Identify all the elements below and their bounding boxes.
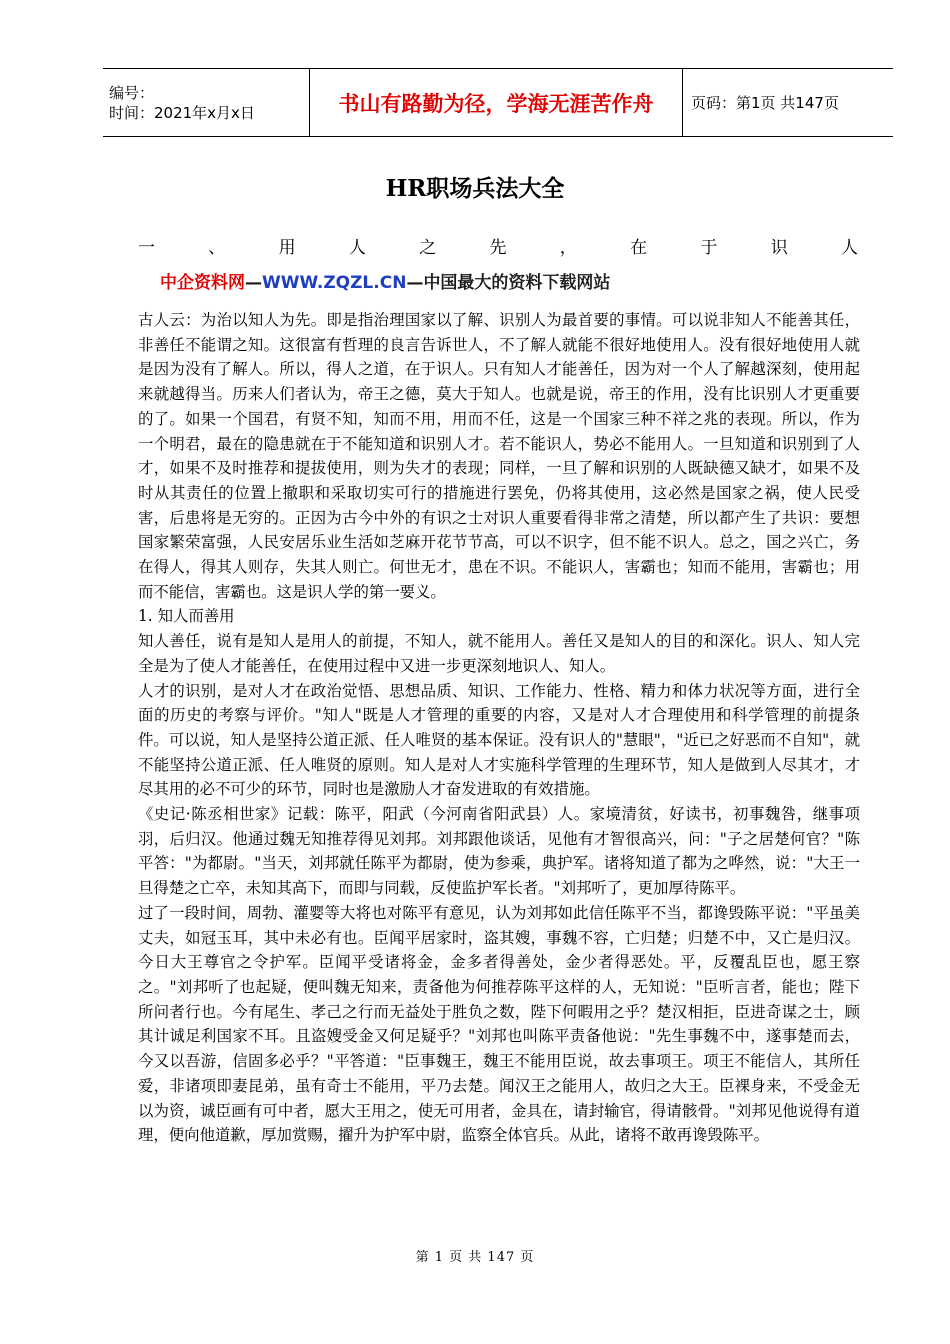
document-header xyxy=(103,68,893,137)
promo-banner xyxy=(160,268,610,293)
header-meta xyxy=(103,69,309,136)
header-page-info xyxy=(683,69,893,136)
number-label: 编号： xyxy=(109,83,155,102)
page-footer: 第 1 页 共 147 页 xyxy=(415,1250,535,1265)
time-label: 时间：2021年x月x日 xyxy=(109,103,255,122)
subheading-know-and-use: 1. 知人而善用 xyxy=(138,607,235,626)
body-text xyxy=(138,308,860,1148)
promo-dash-1: — xyxy=(245,273,262,293)
paragraph-intro: 古人云：为治以知人为先。即是指治理国家以了解、识别人为最首要的事情。可以说非知人不能善其任，非善任不能谓之知。这很富有哲理的良言告诉世人，不了解人就能不很好地使用人。没有很好地使用人就是因为没有了解人。所以，得人之道，在于识人。只有知人才能善任，因为对一个人了解越深刻，使用起来就越得当。历来人们者认为，帝王之德，莫大于知人。也就是说，帝王的作用，没有比识别人才更重要的了。如果一个国君，有贤不知，知而不用，用而不任，这是一个国家三种不祥之兆的表现。所以，作为一个明君，最在的隐患就在于不能知道和识别人才。若不能识人，势必不能用人。一旦知道和识别到了人才，如果不及时推荐和提拔使用，则为失才的表现；同样，一旦了解和识别的人既缺德又缺才，如果不及时从其责任的位置上撤职和采取切实可行的措施进行罢免，仍将其使用，这必然是国家之祸，使人民受害，后患将是无穷的。正因为古今中外的有识之士对识人重要看得非常之清楚，所以都产生了共识：要想国家繁荣富强，人民安居乐业生活如芝麻开花节节高，可以不识字，但不能不识人。总之，国之兴亡，务在得人，得其人则存，失其人则亡。何世无才，患在不识。不能识人，害霸也；知而不能用，害霸也；用而不能信，害霸也。这是识人学的第一要义。 xyxy=(138,311,860,601)
promo-site-name: 中企资料网 xyxy=(160,273,245,293)
header-motto xyxy=(309,69,683,136)
promo-tagline: 中国最大的资料下载网站 xyxy=(423,273,611,293)
paragraph: 过了一段时间，周勃、灌婴等大将也对陈平有意见，认为刘邦如此信任陈平不当，都谗毁陈平说："平虽美丈夫，如冠玉耳，其中未必有也。臣闻平居家时，盗其嫂，事魏不容，亡归楚；归楚不中，又亡是归汉。今日大王尊官之令护军。臣闻平受诸将金，金多者得善处，金少者得恶处。平，反覆乱臣也，愿王察之。"刘邦听了也起疑，便叫魏无知来，责备他为何推荐陈平这样的人，无知说："臣听言者，能也；陛下所问者行也。今有尾生、孝己之行而无益处于胜负之数，陛下何暇用之乎？楚汉相拒，臣进奇谋之士，顾其计诚足利国家不耳。且盗嫂受金又何足疑乎？"刘邦也叫陈平责备他说："先生事魏不中，遂事楚而去，今又以吾游，信固多必乎？"平答道："臣事魏王，魏王不能用臣说，故去事项王。项王不能信人，其所任爱，非诸项即妻昆弟，虽有奇士不能用，平乃去楚。闻汉王之能用人，故归之大王。臣裸身来，不受金无以为资，诚臣画有可中者，愿大王用之，使无可用者，金具在，请封输官，得请骸骨。"刘邦见他说得有道理，便向他道歉，厚加赏赐，擢升为护军中尉，监察全体官兵。从此，诸将不敢再谗毁陈平。 xyxy=(138,903,860,1145)
promo-dash-2: — xyxy=(406,273,424,293)
page-info-text: 页码：第1页 共147页 xyxy=(691,94,839,112)
paragraph: 《史记·陈丞相世家》记载：陈平，阳武（今河南省阳武县）人。家境清贫，好读书，初事魏咎，继事项羽，后归汉。他通过魏无知推荐得见刘邦。刘邦跟他谈话，见他有才智很高兴，问："子之居楚何官？"陈平答："为都尉。"当天，刘邦就任陈平为都尉，使为参乘，典护军。诸将知道了都为之哗然，说："大王一旦得楚之亡卒，未知其高下，而即与同载，反使监护军长者。"刘邦听了，更加厚待陈平。 xyxy=(138,805,860,898)
paragraph: 知人善任，说有是知人是用人的前提，不知人，就不能用人。善任又是知人的目的和深化。识人、知人完全是为了使人才能善任，在使用过程中又进一步更深刻地识人、知人。 xyxy=(138,632,860,675)
paragraph: 人才的识别，是对人才在政治觉悟、思想品质、知识、工作能力、性格、精力和体力状况等方面，进行全面的历史的考察与评价。"知人"既是人才管理的重要的内容，又是对人才合理使用和科学管理的前提条件。可以说，知人是坚持公道正派、任人唯贤的基本保证。没有识人的"慧眼"，"近已之好恶而不自知"，就不能坚持公道正派、任人唯贤的原则。知人是对人才实施科学管理的生理环节，知人是做到人尽其才，才尽其用的必不可少的环节，同时也是激励人才奋发进取的有效措施。 xyxy=(138,681,860,799)
promo-url: WWW.ZQZL.CN xyxy=(262,273,407,293)
section-heading: 一、用人之先，在于识人 xyxy=(138,238,860,258)
document-title: HR职场兵法大全 xyxy=(385,175,565,202)
motto-text: 书山有路勤为径，学海无涯苦作舟 xyxy=(338,91,654,116)
